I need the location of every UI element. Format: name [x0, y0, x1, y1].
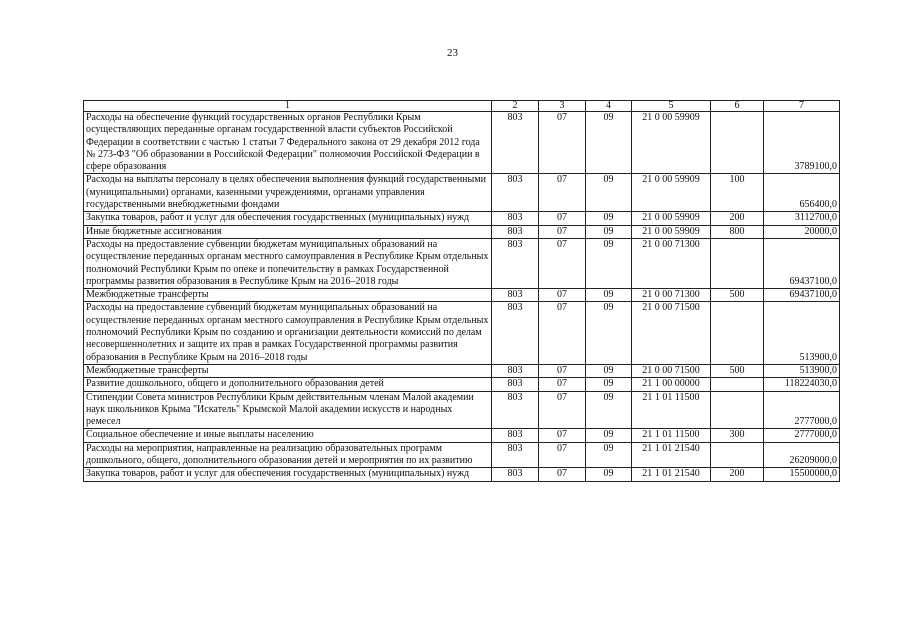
ministry-code: 803: [507, 364, 523, 376]
ministry-code-cell: [492, 378, 539, 391]
expense-name: Расходы на предоставление субвенций бюджетам муниципальных образований на осуществление переданных органам местного самоуправления в Республике Крым отдельных полномочий Республики Крым по созданию и организации деятельности комиссий по делам несовершеннолетних и защите их прав в рамках Государственной программы развития образования в Республике Крым на 2016–2018 годы: [86, 302, 489, 363]
target-article-code: 21 1 00 00000: [642, 378, 700, 390]
section-code-cell: [539, 112, 586, 174]
section-code: 07: [557, 225, 567, 237]
expense-type-code-cell: [711, 174, 764, 212]
expense-name-cell: [84, 468, 492, 481]
section-code-cell: [539, 212, 586, 225]
column-number: 4: [586, 101, 632, 112]
subsection-code-cell: [586, 238, 632, 288]
amount-cell: [764, 112, 840, 174]
subsection-code-cell: [586, 212, 632, 225]
target-article-code: 21 0 00 71500: [642, 364, 700, 376]
expense-type-code-cell: [711, 289, 764, 302]
amount: 15500000,0: [789, 468, 837, 480]
subsection-code: 09: [603, 429, 614, 441]
ministry-code: 803: [507, 442, 523, 454]
subsection-code: 09: [603, 212, 614, 224]
section-code: 07: [557, 112, 567, 123]
section-code: 07: [557, 238, 567, 250]
subsection-code-cell: [586, 302, 632, 364]
expense-name-cell: [84, 442, 492, 468]
section-code: 07: [557, 429, 567, 441]
expense-name: Закупка товаров, работ и услуг для обеспечения государственных (муниципальных) нужд: [86, 468, 470, 480]
subsection-code: 09: [603, 225, 614, 237]
table-row: [84, 302, 840, 364]
amount: 69437100,0: [789, 275, 837, 287]
expense-name: Закупка товаров, работ и услуг для обеспечения государственных (муниципальных) нужд: [86, 212, 470, 224]
section-code: 07: [557, 442, 567, 454]
target-article-code-cell: [632, 225, 711, 238]
ministry-code: 803: [507, 238, 523, 250]
subsection-code-cell: [586, 225, 632, 238]
subsection-code: 09: [603, 238, 614, 250]
target-article-code: 21 0 00 59909: [642, 212, 700, 224]
section-code-cell: [539, 289, 586, 302]
ministry-code-cell: [492, 391, 539, 429]
target-article-code: 21 0 00 59909: [642, 112, 700, 123]
subsection-code: 09: [603, 468, 614, 480]
expense-name-cell: [84, 391, 492, 429]
target-article-code-cell: [632, 302, 711, 364]
expense-type-code: 800: [729, 225, 745, 237]
table-row: [84, 289, 840, 302]
amount: 26209000,0: [789, 455, 837, 467]
expense-type-code-cell: [711, 225, 764, 238]
subsection-code-cell: [586, 391, 632, 429]
expense-name: Расходы на обеспечение функций государственных органов Республики Крым осуществляющих переданные органам государственной власти субъектов Российской Федерации в соответствии с частью 1 статьи 7 Федерального закона от 29 декабря 2012 года № 273-ФЗ "Об образовании в Российской Федерации" полномочия Российской Федерации в сфере образования: [86, 112, 480, 173]
expense-type-code: 100: [729, 174, 745, 186]
expense-type-code-cell: [711, 442, 764, 468]
target-article-code: 21 0 00 59909: [642, 174, 700, 186]
column-number: 2: [492, 101, 539, 112]
target-article-code: 21 1 01 11500: [642, 429, 700, 441]
expense-name-cell: [84, 174, 492, 212]
column-number: 1: [84, 101, 492, 112]
amount: 513900,0: [799, 364, 837, 376]
amount-cell: [764, 429, 840, 442]
expense-name-cell: [84, 225, 492, 238]
subsection-code: 09: [603, 442, 614, 454]
target-article-code-cell: [632, 364, 711, 377]
expense-type-code: 500: [729, 364, 745, 376]
section-code-cell: [539, 378, 586, 391]
expense-name-cell: [84, 364, 492, 377]
target-article-code-cell: [632, 174, 711, 212]
expense-name: Развитие дошкольного, общего и дополнительного образования детей: [86, 378, 384, 390]
expense-type-code: 200: [729, 212, 745, 224]
target-article-code-cell: [632, 212, 711, 225]
section-code: 07: [557, 289, 567, 301]
expense-name-cell: [84, 238, 492, 288]
expense-name: Межбюджетные трансферты: [86, 289, 209, 301]
subsection-code-cell: [586, 289, 632, 302]
expense-type-code-cell: [711, 429, 764, 442]
ministry-code: 803: [507, 174, 523, 186]
amount-cell: [764, 391, 840, 429]
table-row: [84, 468, 840, 481]
section-code-cell: [539, 442, 586, 468]
ministry-code-cell: [492, 289, 539, 302]
subsection-code: 09: [603, 302, 614, 314]
expense-type-code-cell: [711, 212, 764, 225]
column-number: 5: [632, 101, 711, 112]
expense-type-code-cell: [711, 112, 764, 174]
table-row: [84, 174, 840, 212]
expense-type-code: 500: [729, 289, 745, 301]
subsection-code-cell: [586, 364, 632, 377]
expense-name-cell: [84, 289, 492, 302]
column-number-row: [84, 101, 840, 112]
expense-type-code-cell: [711, 364, 764, 377]
ministry-code-cell: [492, 429, 539, 442]
table-row: [84, 112, 840, 174]
ministry-code-cell: [492, 442, 539, 468]
ministry-code: 803: [507, 212, 523, 224]
expense-name-cell: [84, 302, 492, 364]
amount-cell: [764, 289, 840, 302]
expense-name: Иные бюджетные ассигнования: [86, 225, 222, 237]
target-article-code-cell: [632, 112, 711, 174]
ministry-code: 803: [507, 225, 523, 237]
section-code-cell: [539, 364, 586, 377]
ministry-code-cell: [492, 238, 539, 288]
expense-type-code-cell: [711, 468, 764, 481]
section-code: 07: [557, 378, 567, 390]
ministry-code-cell: [492, 302, 539, 364]
target-article-code-cell: [632, 468, 711, 481]
table-row: [84, 225, 840, 238]
section-code: 07: [557, 391, 567, 403]
ministry-code-cell: [492, 225, 539, 238]
target-article-code-cell: [632, 289, 711, 302]
subsection-code: 09: [603, 391, 614, 403]
ministry-code: 803: [507, 112, 523, 123]
expense-type-code-cell: [711, 378, 764, 391]
amount-cell: [764, 225, 840, 238]
column-number: 6: [711, 101, 764, 112]
target-article-code-cell: [632, 391, 711, 429]
subsection-code-cell: [586, 442, 632, 468]
amount-cell: [764, 442, 840, 468]
expense-name-cell: [84, 429, 492, 442]
section-code-cell: [539, 174, 586, 212]
subsection-code: 09: [603, 174, 614, 186]
ministry-code: 803: [507, 429, 523, 441]
amount: 20000,0: [804, 225, 837, 237]
section-code-cell: [539, 429, 586, 442]
ministry-code: 803: [507, 378, 523, 390]
subsection-code: 09: [603, 378, 614, 390]
ministry-code-cell: [492, 174, 539, 212]
target-article-code-cell: [632, 378, 711, 391]
target-article-code: 21 1 01 21540: [642, 442, 700, 454]
ministry-code: 803: [507, 391, 523, 403]
expense-name: Расходы на выплаты персоналу в целях обеспечения выполнения функций государственными (муниципальными) органами, казенными учреждениями, органами управления государственными внебюджетными фондами: [86, 174, 486, 211]
expense-type-code-cell: [711, 391, 764, 429]
ministry-code-cell: [492, 112, 539, 174]
target-article-code: 21 0 00 71500: [642, 302, 700, 314]
amount: 69437100,0: [789, 289, 837, 301]
amount: 118224030,0: [784, 378, 837, 390]
expense-type-code: 200: [729, 468, 745, 480]
ministry-code: 803: [507, 289, 523, 301]
target-article-code-cell: [632, 442, 711, 468]
section-code: 07: [557, 364, 567, 376]
subsection-code-cell: [586, 468, 632, 481]
expense-name: Стипендии Совета министров Республики Крым действительным членам Малой академии наук школьников Крыма "Искатель" Крымской Малой академии искусств и народных ремесел: [86, 391, 474, 428]
section-code-cell: [539, 238, 586, 288]
section-code: 07: [557, 468, 567, 480]
amount: 513900,0: [799, 351, 837, 363]
target-article-code: 21 0 00 59909: [642, 225, 700, 237]
expense-type-code-cell: [711, 302, 764, 364]
target-article-code: 21 0 00 71300: [642, 238, 700, 250]
amount-cell: [764, 468, 840, 481]
amount-cell: [764, 238, 840, 288]
section-code-cell: [539, 468, 586, 481]
table-row: [84, 212, 840, 225]
expense-name-cell: [84, 378, 492, 391]
amount-cell: [764, 378, 840, 391]
budget-table: [83, 100, 840, 482]
target-article-code-cell: [632, 429, 711, 442]
amount-cell: [764, 302, 840, 364]
section-code: 07: [557, 302, 567, 314]
expense-name: Расходы на мероприятия, направленные на реализацию образовательных программ дошкольного, общего, дополнительного образования детей и мероприятия по их развитию: [86, 442, 473, 467]
ministry-code: 803: [507, 468, 523, 480]
amount: 3789100,0: [794, 161, 837, 173]
amount: 2777000,0: [794, 429, 837, 441]
subsection-code: 09: [603, 364, 614, 376]
column-number: 3: [539, 101, 586, 112]
page-number: 23: [447, 47, 458, 59]
column-number: 7: [764, 101, 840, 112]
subsection-code-cell: [586, 378, 632, 391]
amount: 2777000,0: [794, 416, 837, 428]
expense-name: Межбюджетные трансферты: [86, 364, 209, 376]
section-code: 07: [557, 174, 567, 186]
amount: 3112700,0: [794, 212, 837, 224]
section-code-cell: [539, 302, 586, 364]
amount-cell: [764, 174, 840, 212]
table-row: [84, 364, 840, 377]
subsection-code: 09: [603, 112, 614, 123]
target-article-code: 21 0 00 71300: [642, 289, 700, 301]
table-row: [84, 391, 840, 429]
section-code-cell: [539, 225, 586, 238]
amount-cell: [764, 364, 840, 377]
target-article-code: 21 1 01 21540: [642, 468, 700, 480]
ministry-code: 803: [507, 302, 523, 314]
section-code: 07: [557, 212, 567, 224]
table-row: [84, 378, 840, 391]
amount: 656400,0: [799, 199, 837, 211]
target-article-code: 21 1 01 11500: [642, 391, 700, 403]
subsection-code-cell: [586, 112, 632, 174]
target-article-code-cell: [632, 238, 711, 288]
ministry-code-cell: [492, 468, 539, 481]
section-code-cell: [539, 391, 586, 429]
table-row: [84, 429, 840, 442]
expense-name-cell: [84, 212, 492, 225]
subsection-code: 09: [603, 289, 614, 301]
expense-name: Социальное обеспечение и иные выплаты населению: [86, 429, 314, 441]
subsection-code-cell: [586, 429, 632, 442]
ministry-code-cell: [492, 364, 539, 377]
expense-name-cell: [84, 112, 492, 174]
table-row: [84, 442, 840, 468]
expense-name: Расходы на предоставление субвенции бюджетам муниципальных образований на осуществление переданных органам местного самоуправления в Республике Крым отдельных полномочий Республики Крым по опеке и попечительству в рамках Государственной программы развития образования в Республике Крым на 2016–2018 годы: [86, 238, 489, 287]
subsection-code-cell: [586, 174, 632, 212]
table-row: [84, 238, 840, 288]
amount-cell: [764, 212, 840, 225]
expense-type-code-cell: [711, 238, 764, 288]
expense-type-code: 300: [729, 429, 745, 441]
ministry-code-cell: [492, 212, 539, 225]
